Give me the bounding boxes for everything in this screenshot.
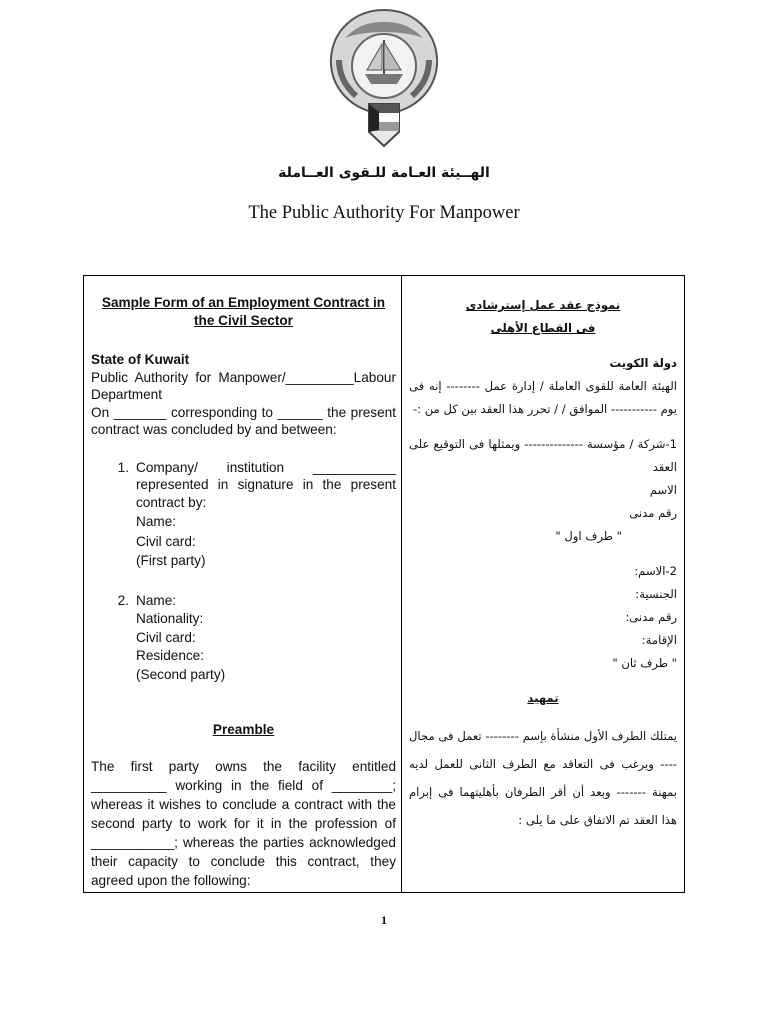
first-party-civil-card: Civil card: xyxy=(136,533,196,549)
english-preamble-title: Preamble xyxy=(212,722,275,737)
english-preamble-text: The first party owns the facility entitled __________ working in the field of ________; whereas it wishes to conclude a contract with the second party to work for it in the profession of ___________; whereas the parties acknowledged their capacity to conclude this contract, they agreed upon the following: xyxy=(91,758,396,888)
arabic-party1-civil: رقم مدنى xyxy=(629,506,677,520)
english-intro-2: On _______ corresponding to ______ the present contract was concluded by and between: xyxy=(91,404,396,437)
contract-table xyxy=(83,275,685,893)
second-party-name: Name: xyxy=(136,592,177,608)
arabic-party1-label: " طرف اول " xyxy=(555,529,622,543)
second-party-nationality: Nationality: xyxy=(136,611,204,626)
arabic-state: دولة الكويت xyxy=(609,356,677,370)
company-line: Company/ institution ___________ represented in signature in the present contract by: xyxy=(136,459,396,510)
first-party-name: Name: xyxy=(136,514,177,529)
first-party-label: (First party) xyxy=(136,553,206,568)
arabic-party2-nationality: الجنسية: xyxy=(635,587,677,601)
arabic-column xyxy=(409,294,677,834)
second-party-civil-card: Civil card: xyxy=(136,629,196,645)
arabic-party2-civil: رقم مدنى: xyxy=(625,610,677,624)
arabic-party2-residence: الإقامة: xyxy=(641,633,677,647)
second-party-label: (Second party) xyxy=(136,666,226,682)
item-number: 2. xyxy=(117,592,129,608)
english-authority-name: The Public Authority For Manpower xyxy=(248,203,520,223)
english-state: State of Kuwait xyxy=(91,352,190,367)
arabic-title-line1: نموذج عقد عمل إسترشادى xyxy=(465,298,621,312)
page-number: 1 xyxy=(381,913,387,927)
english-intro-1: Public Authority for Manpower/_________Labour Department xyxy=(91,369,396,402)
arabic-party1-text: 1-شركة / مؤسسة -------------- ويمثلها فى التوقيع على العقد xyxy=(409,437,677,474)
item-number: 1. xyxy=(117,459,129,475)
arabic-party2-name: 2-الاسم: xyxy=(634,564,677,578)
arabic-party1-name: الاسم xyxy=(649,483,677,497)
english-title: Sample Form of an Employment Contract in the Civil Sector xyxy=(101,295,386,328)
arabic-intro: الهيئة العامة للقوى العاملة / إدارة عمل -------- إنه فى يوم ----------- الموافق / / تحرر هذا العقد بين كل من :- xyxy=(409,379,677,416)
arabic-party2-label: " طرف ثان " xyxy=(612,656,677,670)
arabic-preamble-text: يمتلك الطرف الأول منشأة بإسم -------- تعمل فى مجال ---- ويرغب فى التعاقد مع الطرف الثانى للعمل لديه بمهنة ------- وبعد أن أقر الطرفان بأهليتهما فى إبرام هذا العقد تم الاتفاق على ما يلى : xyxy=(409,729,677,827)
column-divider xyxy=(401,276,402,892)
arabic-authority-name: الهــيئة العـامة للـقوى العــاملة xyxy=(278,165,490,181)
english-column xyxy=(91,294,396,890)
arabic-preamble-title: تمهيد xyxy=(527,691,559,705)
kuwait-emblem-logo xyxy=(325,4,443,154)
second-party-residence: Residence: xyxy=(136,648,205,663)
first-party-item xyxy=(91,459,396,570)
second-party-item xyxy=(91,592,396,684)
arabic-title-line2: فى القطاع الأهلى xyxy=(490,321,596,335)
